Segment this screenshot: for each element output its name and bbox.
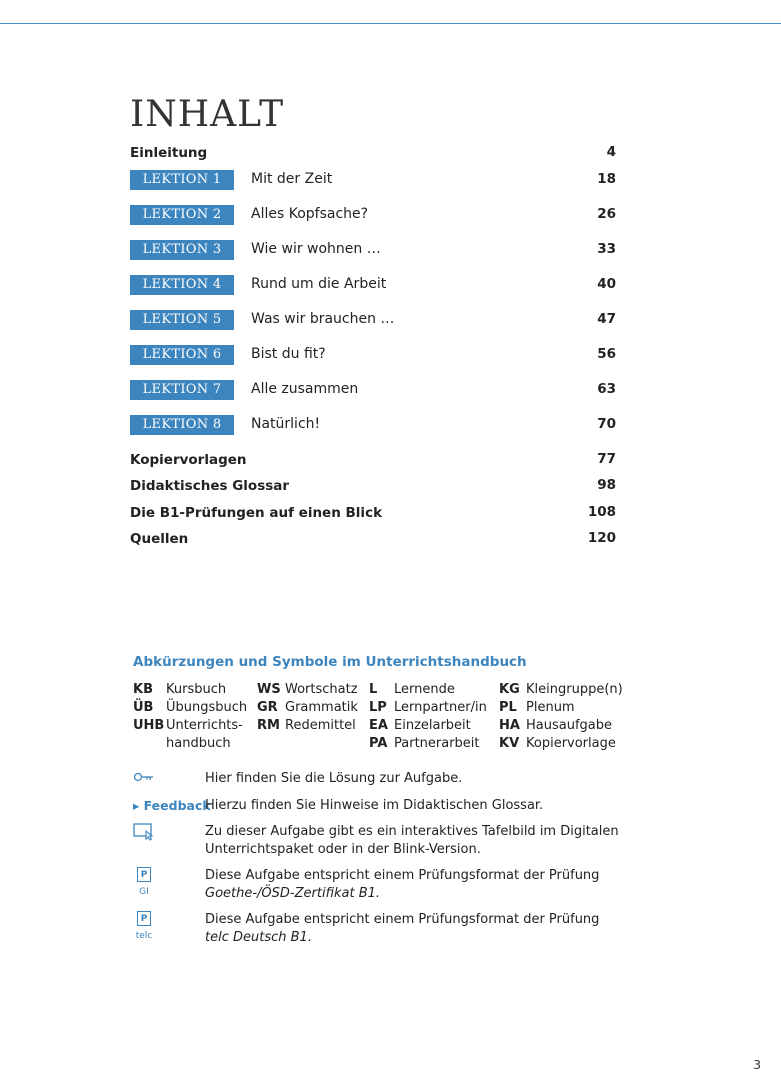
toc-page: 63 <box>597 380 616 397</box>
lektion-title: Natürlich! <box>251 415 321 432</box>
abbr-value: handbuch <box>166 736 231 751</box>
goethe-description-line-2: Goethe-/ÖSD-Zertifikat B1. <box>205 886 381 901</box>
toc-row-lektion-4[interactable] <box>130 272 616 307</box>
exam-badge-icon <box>133 911 155 945</box>
lektion-tag: LEKTION 2 <box>130 205 234 225</box>
board-description-line-2: Unterrichtspaket oder in der Blink-Version. <box>205 842 481 857</box>
lektion-tag: LEKTION 5 <box>130 310 234 330</box>
abbr-key: LP <box>369 700 387 715</box>
telc-description-line-1: Diese Aufgabe entspricht einem Prüfungsformat der Prüfung <box>205 912 600 927</box>
abbr-row <box>499 682 623 700</box>
top-rule <box>0 23 781 24</box>
lektion-title: Wie wir wohnen … <box>251 240 381 257</box>
abbr-key: PL <box>499 700 517 715</box>
abbr-key: KG <box>499 682 520 697</box>
board-description-line-1: Zu dieser Aufgabe gibt es ein interaktives Tafelbild im Digitalen <box>205 824 619 839</box>
exam-badge-sub: GI <box>139 887 149 897</box>
abbr-column-3 <box>369 682 487 754</box>
whiteboard-touch-icon <box>133 823 203 847</box>
lektion-title: Alle zusammen <box>251 380 359 397</box>
abbr-row <box>369 700 487 718</box>
toc-page: 108 <box>587 503 616 520</box>
abbr-key: RM <box>257 718 280 733</box>
toc-label: Einleitung <box>130 145 208 161</box>
abbr-value: Unterrichts- <box>166 718 243 733</box>
toc-row-glossar[interactable] <box>130 473 616 500</box>
exam-badge-goethe <box>133 867 203 901</box>
abbr-value: Kleingruppe(n) <box>526 682 623 697</box>
toc-page: 4 <box>606 144 616 160</box>
feedback-description: Hierzu finden Sie Hinweise im Didaktischen Glossar. <box>205 798 544 813</box>
toc-row-lektion-6[interactable] <box>130 342 616 377</box>
abbr-row <box>499 718 623 736</box>
exam-badge-sub: telc <box>135 931 153 941</box>
abbr-value: Partnerarbeit <box>394 736 480 751</box>
abbr-row <box>369 736 487 754</box>
abbr-value: Übungsbuch <box>166 700 248 715</box>
goethe-description <box>205 867 625 903</box>
abbr-row <box>499 736 623 754</box>
abbr-key: L <box>369 682 378 697</box>
abbr-row <box>133 682 247 700</box>
abbr-column-2 <box>257 682 358 736</box>
abbr-column-4 <box>499 682 623 754</box>
toc-page: 120 <box>587 530 616 546</box>
toc-row-lektion-8[interactable] <box>130 412 616 447</box>
abbr-row <box>257 682 358 700</box>
key-icon <box>133 770 203 790</box>
abbr-value: Grammatik <box>285 700 358 715</box>
exam-badge-telc <box>133 911 203 945</box>
abbr-key: PA <box>369 736 388 751</box>
lektion-title: Alles Kopfsache? <box>251 205 369 222</box>
lektion-title: Mit der Zeit <box>251 170 333 187</box>
table-of-contents <box>130 140 616 553</box>
telc-description-line-2: telc Deutsch B1. <box>205 930 312 945</box>
toc-label: Kopiervorlagen <box>130 451 247 468</box>
toc-row-einleitung[interactable] <box>130 140 616 167</box>
abbr-row <box>257 700 358 718</box>
abbr-value: Kopiervorlage <box>526 736 616 751</box>
abbr-key: WS <box>257 682 281 697</box>
page-number: 3 <box>753 1058 761 1072</box>
feedback-label: ▸ Feedback <box>133 798 211 813</box>
board-description <box>205 823 625 859</box>
abbreviations-heading: Abkürzungen und Symbole im Unterrichtshandbuch <box>133 654 527 670</box>
toc-page: 56 <box>597 345 616 362</box>
abbr-key: EA <box>369 718 388 733</box>
abbr-key: HA <box>499 718 520 733</box>
abbr-value: Kursbuch <box>166 682 227 697</box>
lektion-tag: LEKTION 3 <box>130 240 234 260</box>
exam-badge-letter: P <box>137 911 151 926</box>
abbr-value: Lernpartner/in <box>394 700 487 715</box>
toc-label: Quellen <box>130 531 189 547</box>
toc-label: Die B1-Prüfungen auf einen Blick <box>130 504 383 521</box>
abbr-row <box>257 718 358 736</box>
abbr-value: Einzelarbeit <box>394 718 471 733</box>
toc-page: 40 <box>597 275 616 292</box>
abbr-row <box>369 718 487 736</box>
abbr-key: KV <box>499 736 520 751</box>
abbr-key: GR <box>257 700 278 715</box>
exam-badge-letter: P <box>137 867 151 882</box>
abbr-key <box>133 736 166 754</box>
abbr-column-1 <box>133 682 247 754</box>
toc-page: 98 <box>597 477 616 493</box>
abbr-value: Plenum <box>526 700 575 715</box>
lektion-tag: LEKTION 1 <box>130 170 234 190</box>
abbr-value: Hausaufgabe <box>526 718 613 733</box>
abbr-key: ÜB <box>133 700 154 715</box>
lektion-title: Bist du fit? <box>251 345 326 362</box>
toc-page: 26 <box>597 205 616 222</box>
toc-row-quellen[interactable] <box>130 526 616 553</box>
lektion-title: Was wir brauchen … <box>251 310 395 327</box>
goethe-description-line-1: Diese Aufgabe entspricht einem Prüfungsformat der Prüfung <box>205 868 600 883</box>
lektion-title: Rund um die Arbeit <box>251 275 387 292</box>
toc-row-lektion-5[interactable] <box>130 307 616 342</box>
lektion-tag: LEKTION 4 <box>130 275 234 295</box>
toc-label: Didaktisches Glossar <box>130 478 290 494</box>
toc-page: 18 <box>597 170 616 187</box>
toc-row-pruefungen[interactable] <box>130 500 616 527</box>
exam-badge-icon <box>133 867 155 901</box>
lektion-tag: LEKTION 7 <box>130 380 234 400</box>
lektion-tag: LEKTION 8 <box>130 415 234 435</box>
abbr-value: Lernende <box>394 682 455 697</box>
toc-page: 70 <box>597 415 616 432</box>
toc-row-lektion-3[interactable] <box>130 237 616 272</box>
feedback-label-text: Feedback <box>143 798 211 813</box>
abbr-key: KB <box>133 682 153 697</box>
abbr-row <box>499 700 623 718</box>
abbr-row <box>133 718 247 736</box>
toc-row-lektion-1[interactable] <box>130 167 616 202</box>
lektion-tag: LEKTION 6 <box>130 345 234 365</box>
key-description: Hier finden Sie die Lösung zur Aufgabe. <box>205 771 463 786</box>
toc-row-lektion-2[interactable] <box>130 202 616 237</box>
toc-page: 47 <box>597 310 616 327</box>
telc-description <box>205 911 625 947</box>
toc-page: 77 <box>597 450 616 467</box>
toc-row-lektion-7[interactable] <box>130 377 616 412</box>
toc-page: 33 <box>597 240 616 257</box>
toc-row-kopiervorlagen[interactable] <box>130 447 616 474</box>
abbr-value: Wortschatz <box>285 682 358 697</box>
abbr-value: Redemittel <box>285 718 356 733</box>
page-title: INHALT <box>130 94 285 136</box>
abbr-key: UHB <box>133 718 165 733</box>
abbr-row <box>133 736 247 754</box>
abbr-row <box>133 700 247 718</box>
abbr-row <box>369 682 487 700</box>
